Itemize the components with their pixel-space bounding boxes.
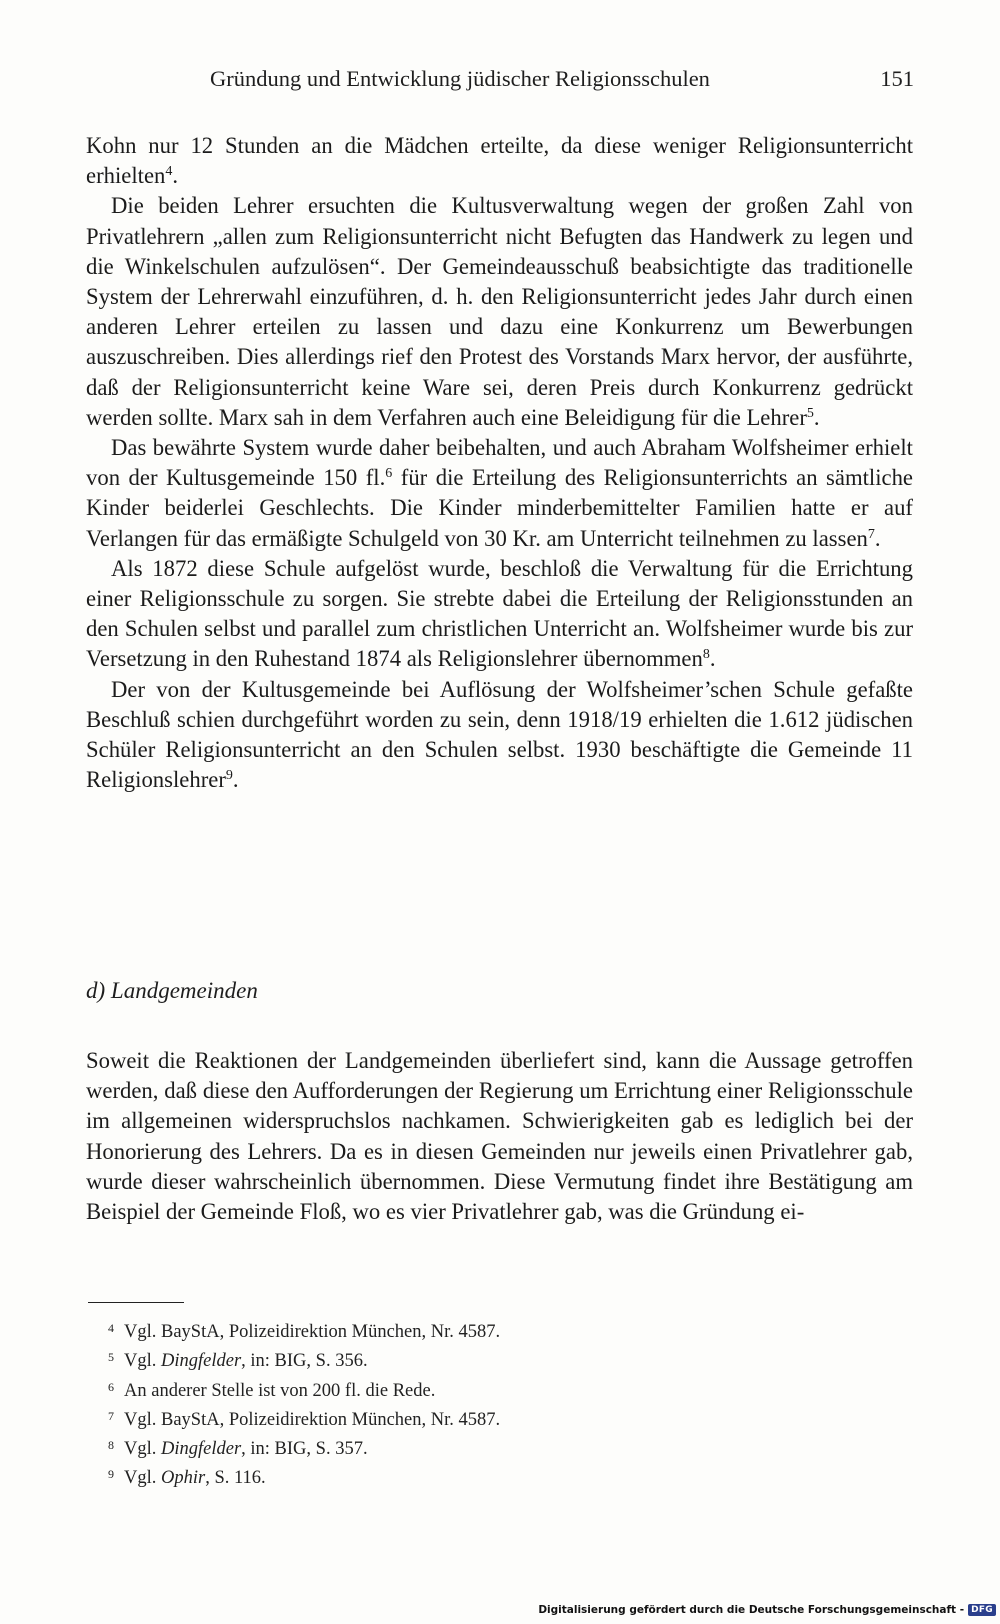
main-text-top [86,131,913,795]
footnotes [108,1316,708,1492]
footnote-ref: 6 [385,466,393,482]
footnote-6: 6 An anderer Stelle ist von 200 fl. die Rede. [108,1379,436,1401]
paragraph-5: Der von der Kultusgemeinde bei Auflösung der Wolfsheimer’schen Schule gefaßte Beschluß schien durchgeführt worden zu sein, denn 1918/19 erhielten die 1.612 jüdischen Schüler Religionsunterricht an den Schulen selbst. 1930 beschäftigte die Gemeinde 11 Religionslehrer$^9$. [86,676,913,793]
footnote-ref: 9 [225,768,233,784]
footnote-7: 7 Vgl. BayStA, Polizeidirektion München, Nr. 4587. [108,1408,501,1430]
paragraph-2: Die beiden Lehrer ersuchten die Kultusverwaltung wegen der großen Zahl von Privatlehrern „allen zum Religionsunterricht nicht Befugten das Handwerk zu legen und die Winkelschulen aufzulösen“. Der Gemeindeausschuß beabsichtigte das traditionelle System der Lehrerwahl einzuführen, d. h. den Religionsunterricht jedes Jahr durch einen anderen Lehrer erteilen zu lassen und dazu eine Konkurrenz um Bewerbungen auszuschreiben. Dies allerdings rief den Protest des Vorstands Marx hervor, der ausführte, daß der Religionsunterricht keine Ware sei, deren Preis durch Konkurrenz gedrückt werden sollte. Marx sah in dem Verfahren auch eine Beleidigung für die Lehrer$^5$. [86,193,913,430]
footnote-8: 8 Vgl. Dingfelder, in: BIG, S. 357. [108,1438,368,1460]
footnote-9: 9 Vgl. Ophir, S. 116. [108,1467,266,1489]
paragraph-3: Das bewährte System wurde daher beibehalten, und auch Abraham Wolfsheimer erhielt von der Kultusgemeinde 150 fl.$^6$ für die Erteilung des Religionsunterrichts an sämtliche Kinder beiderlei Geschlechts. Die Kinder minderbemittelter Familien hatte er auf Verlangen für das ermäßigte Schulgeld von 30 Kr. am Unterricht teilnehmen zu lassen$^7$. [86,435,913,551]
main-text-bottom [86,1046,913,1227]
digitization-credit [538,1602,996,1618]
footnote-5: 5 Vgl. Dingfelder, in: BIG, S. 356. [108,1350,368,1372]
paragraph-1: Kohn nur 12 Stunden an die Mädchen erteilte, da diese weniger Religionsunterricht erhielten$^4$. [86,133,913,189]
credit-text: Digitalisierung gefördert durch die Deutsche Forschungsgemeinschaft - [538,1604,965,1616]
footnote-ref: 7 [867,526,875,542]
section-heading: d) Landgemeinden [86,978,258,1003]
footnote-ref: 5 [806,405,814,421]
page-number: 151 [880,66,914,91]
paragraph-6: Soweit die Reaktionen der Landgemeinden überliefert sind, kann die Aussage getroffen werden, daß diese den Aufforderungen der Regierung um Errichtung einer Religionsschule im allgemeinen widerspruchslos nachkamen. Schwierigkeiten gab es lediglich bei der Honorierung des Lehrers. Da es in diesen Gemeinden nur jeweils einen Privatlehrer gab, wurde dieser wahrscheinlich übernommen. Diese Vermutung findet ihre Bestätigung am Beispiel der Gemeinde Floß, wo es vier Privatlehrer gab, was die Gründung ei- [86,1048,913,1225]
page-header [86,66,914,100]
running-title: Gründung und Entwicklung jüdischer Religionsschulen [210,66,710,91]
footnote-4: 4 Vgl. BayStA, Polizeidirektion München, Nr. 4587. [108,1321,501,1342]
footnote-ref: 4 [165,164,173,180]
dfg-logo: DFG [968,1604,996,1616]
paragraph-4: Als 1872 diese Schule aufgelöst wurde, beschloß die Verwaltung für die Errichtung einer Religionsschule zu sorgen. Sie strebte dabei die Erteilung der Religionsstunden an den Schulen selbst und parallel zum christlichen Unterricht an. Wolfsheimer wurde bis zur Versetzung in den Ruhestand 1874 als Religionslehrer übernommen$^8$. [86,555,913,672]
footnote-ref: 8 [702,647,710,663]
footnote-divider [88,1302,184,1303]
